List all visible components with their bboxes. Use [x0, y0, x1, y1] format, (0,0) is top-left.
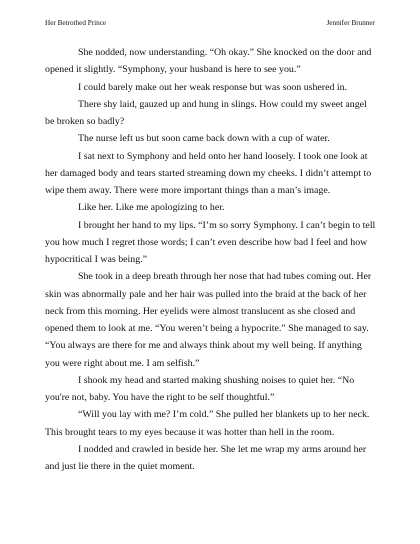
paragraph: There shy laid, gauzed up and hung in slings. How could my sweet angel be broken so badly?: [45, 98, 367, 127]
paragraph: I could barely make out her weak response but was soon ushered in.: [78, 81, 348, 93]
paragraph: The nurse left us but soon came back down with a cup of water.: [78, 133, 330, 145]
book-title: Her Betrothed Prince: [45, 19, 107, 27]
paragraph: She nodded, now understanding. “Oh okay.” She knocked on the door and opened it slightly. “Symphony, your husband is here to see you.”: [45, 47, 372, 76]
paragraph: I sat next to Symphony and held onto her hand loosely. I took one look at her damaged body and tears started streaming down my cheeks. I didn’t attempt to wipe them away. There were more important things than a man’s image.: [45, 150, 372, 196]
paragraph: I nodded and crawled in beside her. She let me wrap my arms around her and just lie there in the quiet moment.: [45, 443, 367, 472]
paragraph: I shook my head and started making shushing noises to quiet her. “No you're not, baby. You have the right to be self thoughtful.”: [45, 374, 355, 403]
running-header: [45, 17, 375, 29]
body-text: [45, 44, 377, 475]
paragraph: She took in a deep breath through her nose that had tubes coming out. Her skin was abnormally pale and her hair was pulled into the braid at the back of her neck from this morning. Her eyelids were almost translucent as she closed and opened them to look at me. “You weren’t being a hypocrite.” She managed to say. “You always are there for me and always think about my well being. If anything you were right about me. I am selfish.”: [45, 271, 372, 369]
paragraph: Like her. Like me apologizing to her.: [78, 202, 225, 214]
paragraph: I brought her hand to my lips. “I’m so sorry Symphony. I can’t begin to tell you how much I regret those words; I can’t even describe how bad I feel and how hypocritical I was being.”: [45, 219, 376, 265]
paragraph: “Will you lay with me? I’m cold.” She pulled her blankets up to her neck. This brought tears to my eyes because it was hotter than hell in the room.: [45, 409, 370, 438]
author-name: Jennifer Brunner: [326, 19, 375, 27]
